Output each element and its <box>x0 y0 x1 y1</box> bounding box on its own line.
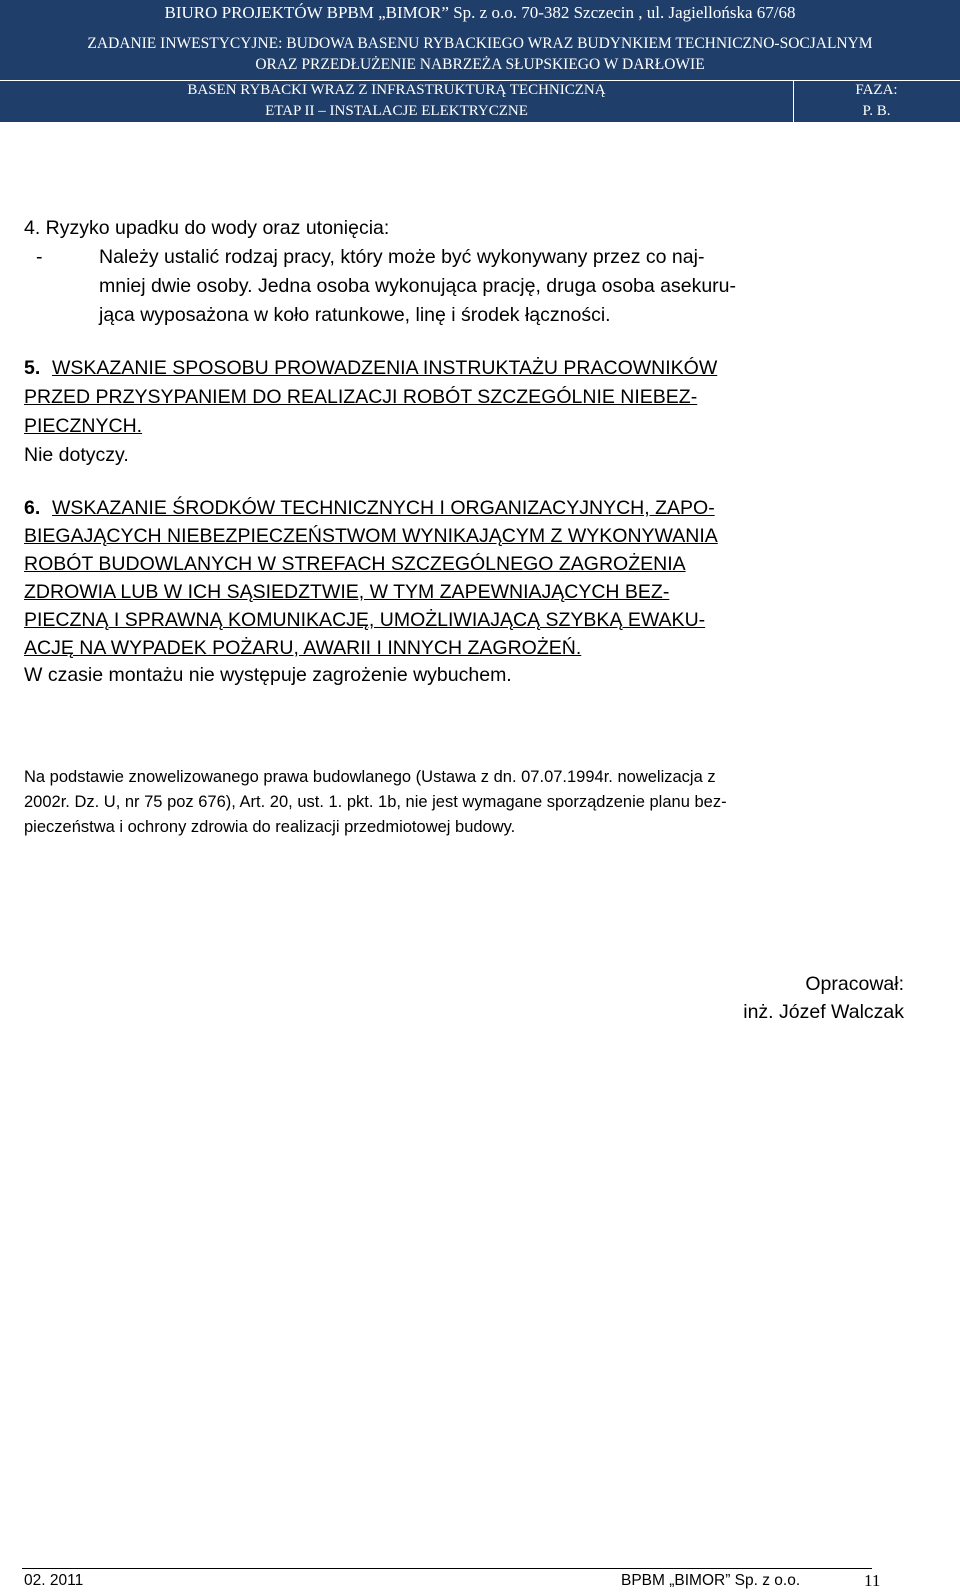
section-6-number: 6. <box>24 497 41 519</box>
phase-value: P. B. <box>862 103 891 119</box>
section-6-heading-line-5: PIECZNĄ I SPRAWNĄ KOMUNIKACJĘ, UMOŻLIWIAJĄCĄ SZYBKĄ EWAKU- <box>24 609 706 631</box>
signature-name: inż. Józef Walczak <box>743 1001 904 1023</box>
footer-rule <box>22 1568 872 1569</box>
section-6-heading-line-6: ACJĘ NA WYPADEK POŻARU, AWARII I INNYCH ZAGROŻEŃ. <box>24 637 582 659</box>
legal-note-line-1: Na podstawie znowelizowanego prawa budowlanego (Ustawa z dn. 07.07.1994r. nowelizacja z <box>24 768 716 786</box>
header-divider <box>0 80 960 81</box>
bullet-dash: - <box>36 246 43 268</box>
page-number: 11 <box>864 1571 881 1590</box>
section-4-line-3: jąca wyposażona w koło ratunkowe, linę i środek łączności. <box>99 304 611 326</box>
section-6-heading-line-4: ZDROWIA LUB W ICH SĄSIEDZTWIE, W TYM ZAPEWNIAJĄCYCH BEZ- <box>24 581 670 603</box>
footer-company: BPBM „BIMOR” Sp. z o.o. <box>621 1572 801 1589</box>
section-5-heading-line-3: PIECZNYCH. <box>24 415 143 437</box>
scope-block <box>0 80 793 122</box>
section-5-heading-line-2: PRZED PRZYSYPANIEM DO REALIZACJI ROBÓT SZCZEGÓLNIE NIEBEZ- <box>24 386 698 408</box>
phase-label: FAZA: <box>855 82 898 98</box>
section-6-heading-line-3: ROBÓT BUDOWLANYCH W STREFACH SZCZEGÓLNEGO ZAGROŻENIA <box>24 553 686 575</box>
section-4-line-2: mniej dwie osoby. Jedna osoba wykonująca prację, druga osoba asekuru- <box>99 275 737 297</box>
section-4-heading: 4. Ryzyko upadku do wody oraz utonięcia: <box>24 217 390 239</box>
footer-date: 02. 2011 <box>24 1572 84 1589</box>
legal-note-line-2: 2002r. Dz. U, nr 75 poz 676), Art. 20, ust. 1. pkt. 1b, nie jest wymagane sporządzenie planu bez- <box>24 793 727 811</box>
document-header <box>0 0 960 122</box>
section-6-heading-line-2: BIEGAJĄCYCH NIEBEZPIECZEŃSTWOM WYNIKAJĄCYM Z WYKONYWANIA <box>24 525 718 547</box>
legal-note-line-3: pieczeństwa i ochrony zdrowia do realizacji przedmiotowej budowy. <box>24 818 516 836</box>
scope-title: BASEN RYBACKI WRAZ Z INFRASTRUKTURĄ TECHNICZNĄ <box>187 82 606 98</box>
section-4-line-1: Należy ustalić rodzaj pracy, który może być wykonywany przez co naj- <box>99 246 705 268</box>
section-5-number: 5. <box>24 357 41 379</box>
section-6-body: W czasie montażu nie występuje zagrożenie wybuchem. <box>24 664 512 686</box>
company-banner: BIURO PROJEKTÓW BPBM „BIMOR” Sp. z o.o. 70-382 Szczecin , ul. Jagiellońska 67/68 <box>0 0 960 26</box>
stage-title: ETAP II – INSTALACJE ELEKTRYCZNE <box>265 103 528 119</box>
investment-line-2: ORAZ PRZEDŁUŻENIE NABRZEŻA SŁUPSKIEGO W DARŁOWIE <box>255 56 705 73</box>
section-5-body: Nie dotyczy. <box>24 444 129 466</box>
header-divider-vertical <box>793 80 794 122</box>
signature-label: Opracował: <box>805 973 904 995</box>
section-6-heading-line-1: WSKAZANIE ŚRODKÓW TECHNICZNYCH I ORGANIZACYJNYCH, ZAPO- <box>52 497 715 519</box>
investment-banner <box>0 26 960 80</box>
section-5-heading-line-1: WSKAZANIE SPOSOBU PROWADZENIA INSTRUKTAŻU PRACOWNIKÓW <box>52 357 718 379</box>
phase-block <box>793 80 960 122</box>
investment-line-1: ZADANIE INWESTYCYJNE: BUDOWA BASENU RYBACKIEGO WRAZ BUDYNKIEM TECHNICZNO-SOCJALNYM <box>87 35 873 52</box>
